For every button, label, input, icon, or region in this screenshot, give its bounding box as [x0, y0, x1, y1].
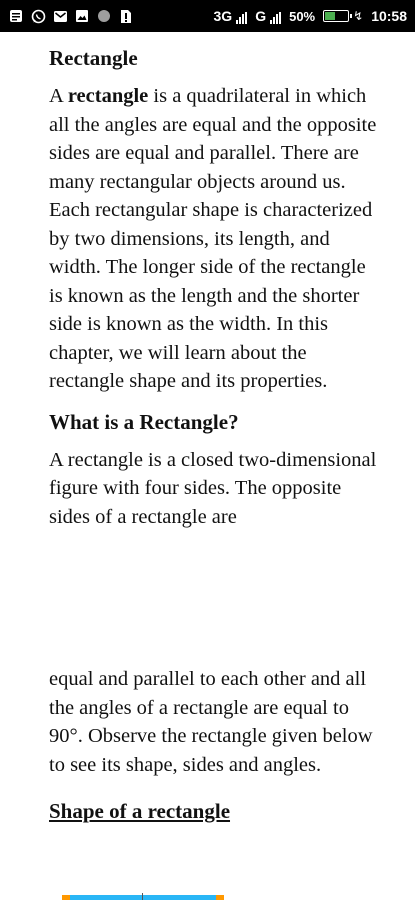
status-bar: [0, 0, 415, 32]
section-heading-what-is: What is a Rectangle?: [49, 409, 239, 434]
alert-icon: [118, 8, 134, 24]
rectangle-corner-left: [62, 895, 70, 900]
charging-icon: ↯: [353, 9, 364, 23]
network-3g-label: 3G: [213, 8, 233, 24]
definition-paragraph-part1: A rectangle is a closed two-dimensional figure with four sides. The opposite sides of a rectangle are: [49, 448, 377, 528]
article-content: [49, 32, 379, 825]
whatsapp-icon: [30, 8, 46, 24]
rectangle-figure: [62, 893, 224, 900]
network-3g: [214, 8, 248, 24]
network-g-label: G: [255, 8, 267, 24]
notes-icon: [8, 8, 24, 24]
signal-bars-icon: [270, 12, 281, 24]
rectangle-midline: [142, 893, 143, 900]
battery-percentage: 50%: [289, 8, 316, 24]
network-g: [255, 8, 281, 24]
section-heading-rectangle: Rectangle: [49, 46, 138, 70]
image-icon: [74, 8, 90, 24]
signal-bars-icon: [236, 12, 247, 24]
clock: 10:58: [371, 8, 407, 24]
blank-space: [49, 537, 379, 665]
section-heading-shape: Shape of a rectangle: [49, 799, 231, 823]
notification-icons: [8, 8, 134, 24]
intro-prefix: A: [49, 85, 68, 107]
definition-paragraph-part2: equal and parallel to each other and all the angles of a rectangle are equal to 90°. Observe the rectangle given below to see its shape, sides and angles.: [49, 668, 373, 776]
rectangle-top-edge: [68, 895, 218, 900]
gmail-icon: [52, 8, 68, 24]
rectangle-corner-right: [216, 895, 224, 900]
intro-bold-term: rectangle: [67, 85, 149, 107]
battery-fill: [325, 12, 335, 20]
battery-icon: [323, 10, 349, 22]
intro-paragraph: [49, 82, 379, 396]
system-status: [214, 8, 407, 24]
intro-rest: is a quadrilateral in which all the angles are equal and the opposite sides are equal and parallel. There are many rectangular objects around us. Each rectangular shape is characterized by two dimensions, its length, and width. The longer side of the rectangle is known as the length and the shorter side is known as the width. In this chapter, we will learn about the rectangle shape and its properties.: [49, 85, 377, 392]
circle-icon: [96, 8, 112, 24]
